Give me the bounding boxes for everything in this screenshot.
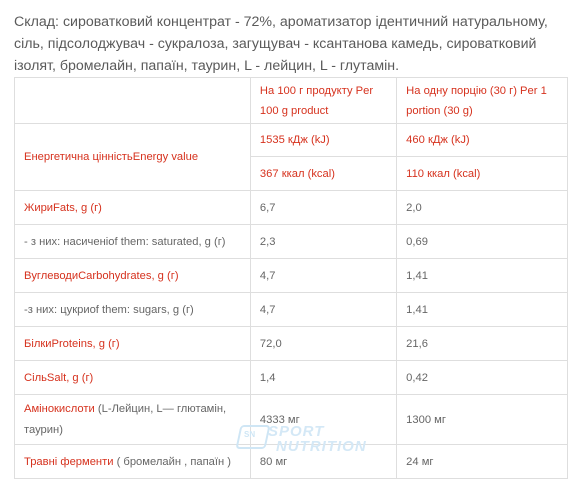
carbohydrates-per100: 4,7 — [250, 259, 396, 293]
salt-per100: 1,4 — [250, 361, 396, 395]
carbohydrates-label: ВуглеводиCarbohydrates, g (г) — [15, 259, 251, 293]
sugars-serving: 1,41 — [397, 293, 568, 327]
amino-per100: 4333 мг — [250, 395, 396, 445]
enzymes-label — [15, 445, 251, 479]
enzymes-label-title: Травні ферменти — [24, 455, 114, 468]
proteins-per100: 72,0 — [250, 327, 396, 361]
amino-label-detail: (L-Лейцин, L— глютамін, таурин) — [24, 402, 227, 436]
composition-text: Склад: сироватковий концентрат - 72%, ароматизатор ідентичний натуральному, сіль, підсолоджувач - сукралоза, загущувач - ксантанова камедь, сироватковий ізолят, бромелайн, папаїн, таурин, L - лейцин, L - глутамін. — [14, 14, 548, 74]
energy-kcal-per100: 367 ккал (kcal) — [250, 157, 396, 191]
energy-kcal-serving: 110 ккал (kcal) — [397, 157, 568, 191]
salt-serving: 0,42 — [397, 361, 568, 395]
proteins-serving: 21,6 — [397, 327, 568, 361]
fats-label: ЖириFats, g (г) — [15, 191, 251, 225]
table-row — [15, 225, 568, 259]
carbohydrates-serving: 1,41 — [397, 259, 568, 293]
proteins-label: БілкиProteins, g (г) — [15, 327, 251, 361]
saturated-label: - з них: насиченіof them: saturated, g (г) — [15, 225, 251, 259]
fats-serving: 2,0 — [397, 191, 568, 225]
table-header-row — [15, 78, 568, 124]
table-row — [15, 327, 568, 361]
enzymes-per100: 80 мг — [250, 445, 396, 479]
nutrition-table — [14, 77, 568, 479]
amino-label — [15, 395, 251, 445]
table-row — [15, 259, 568, 293]
enzymes-label-detail: ( бромелайн , папаїн ) — [113, 455, 232, 468]
watermark-line2: NUTRITION — [276, 438, 367, 455]
amino-label-title: Амінокислоти — [24, 402, 95, 415]
watermark-line1: SPORT — [268, 423, 325, 440]
energy-kj-per100: 1535 кДж (kJ) — [250, 124, 396, 157]
table-row — [15, 293, 568, 327]
table-row — [15, 361, 568, 395]
fats-per100: 6,7 — [250, 191, 396, 225]
sugars-label: -з них: цукриof them: sugars, g (г) — [15, 293, 251, 327]
watermark-logo-text: SN — [244, 430, 256, 439]
table-row — [15, 191, 568, 225]
amino-serving: 1300 мг — [397, 395, 568, 445]
energy-kj-serving: 460 кДж (kJ) — [397, 124, 568, 157]
sugars-per100: 4,7 — [250, 293, 396, 327]
sport-nutrition-watermark — [238, 423, 367, 461]
energy-kj-row — [15, 124, 568, 157]
saturated-serving: 0,69 — [397, 225, 568, 259]
energy-label: Енергетична цінністьEnergy value — [15, 124, 251, 191]
enzymes-serving: 24 мг — [397, 445, 568, 479]
salt-label: СільSalt, g (г) — [15, 361, 251, 395]
header-per-serving: На одну порцію (30 г) Per 1 portion (30 g) — [397, 78, 568, 124]
header-empty-cell — [15, 78, 251, 124]
header-per-100g: На 100 г продукту Per 100 g product — [250, 78, 396, 124]
saturated-per100: 2,3 — [250, 225, 396, 259]
